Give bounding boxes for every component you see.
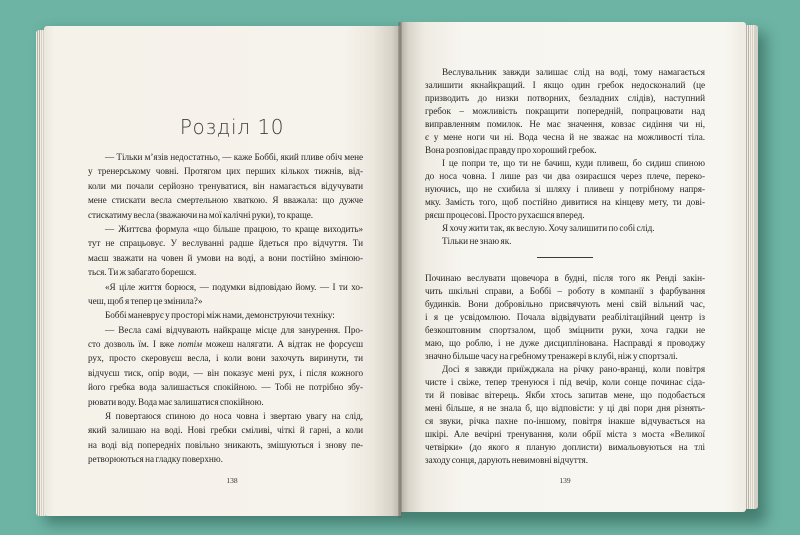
right-page-text bbox=[425, 66, 705, 467]
text-line: його гребка вода залишається спокійною. — Тобі не потрібно збу- bbox=[88, 382, 363, 393]
text-line: відчуєш тиск, опір води, — він показує мені рух, і після кожного bbox=[88, 367, 363, 378]
text-line: до носа човна. І лише раз чи два озираєшся через плече, переко- bbox=[425, 170, 705, 181]
text-line: ряєш процесові. Просто рухаєшся вперед. bbox=[425, 209, 585, 220]
text-line: ретворюються на гладку поверхню. bbox=[88, 454, 223, 465]
text-line: — Життєва формула «що більше працюю, то краще виходить» bbox=[105, 223, 363, 234]
paragraph bbox=[425, 272, 705, 363]
text-line: безкоштовним спортзалом, щоб зміцнити руки, хоча гадки не bbox=[425, 324, 705, 335]
left-page-text bbox=[88, 150, 363, 467]
paragraph bbox=[88, 409, 363, 467]
text-line: — Весла самі відчувають найкраще місце для занурення. Про- bbox=[105, 324, 363, 335]
text-line: який залишаю на воді. Нові гребки сміливі, чіткі й гарні, а коли bbox=[88, 425, 363, 436]
text-line: призводить до низки потворних, безладних слідів), наступний bbox=[425, 92, 705, 103]
text-segment: можеш налягати. А відтак не форсуєш bbox=[201, 339, 363, 350]
text-line: рювати воду. Вода має залишатися спокійною. bbox=[88, 396, 264, 407]
paragraph bbox=[425, 157, 705, 222]
text-line bbox=[88, 337, 363, 351]
text-line: чить шкільні справи, а Боббі – роботу в компанії з фарбування bbox=[425, 285, 705, 296]
text-line: чеш, щоб я тепер це змінила?» bbox=[88, 295, 203, 306]
text-line: Я повертаюся спиною до носа човна і звертаю увагу на слід, bbox=[105, 411, 363, 422]
paragraph bbox=[88, 323, 363, 409]
book-spine bbox=[398, 22, 402, 518]
text-line: Починаю веслувати щовечора в будні, після того як Ренді закін- bbox=[425, 272, 705, 283]
paragraph bbox=[88, 222, 363, 280]
text-line: «Я ціле життя борюся, — подумки відповідаю йому. — І ти хо- bbox=[105, 281, 363, 292]
text-line: мене стискати весла смертельною хваткою. Я вважала: що дужче bbox=[88, 195, 363, 206]
paragraph bbox=[425, 222, 705, 235]
text-line: будинків. Вони добровільно присвячують мені свій вільний час, bbox=[425, 298, 705, 309]
text-section bbox=[425, 66, 705, 248]
text-line: Я хочу жити так, як веслую. Хочу залишити по собі слід. bbox=[442, 222, 655, 233]
text-line: маю, що роблю, і не дуже дисциплінована. Насправді я проводжу bbox=[425, 337, 705, 348]
section-divider bbox=[425, 248, 705, 272]
text-line: маєш зважати на човен й умови на воді, а вони постійно змінюю- bbox=[88, 252, 363, 263]
right-page-number: 139 bbox=[559, 476, 571, 485]
divider-rule bbox=[537, 257, 593, 258]
text-line: Тільки не знаю як. bbox=[442, 235, 512, 246]
left-page-number: 138 bbox=[226, 476, 238, 485]
text-line: і я це усвідомлюю. Почала відвідувати реабілітаційний центр із bbox=[425, 311, 705, 322]
text-line: є у мене ноги чи ні. Вода чесна й не зважає на можливості тіла. bbox=[425, 131, 705, 142]
text-line: — Тільки м’язів недостатньо, — каже Боббі, який пливе обіч мене bbox=[105, 152, 363, 162]
paragraph bbox=[425, 235, 705, 248]
chapter-title: Розділ 10 bbox=[179, 115, 285, 139]
italic-text: потім bbox=[177, 339, 202, 350]
text-line: у тренерському човні. Протягом цих перших кількох тижнів, від- bbox=[88, 166, 363, 177]
text-line: залишити якнайкращий. І якщо один гребок недосконалий (це bbox=[425, 79, 705, 90]
text-line: Досі я завжди приїжджала на річку рано-вранці, коли повітря bbox=[442, 363, 705, 374]
text-line: четвірки» (до якого я планую доплисти) вимальовуються на тлі bbox=[425, 441, 705, 452]
paragraph bbox=[88, 280, 363, 309]
text-line: значно більше часу на гребному тренажері в клубі, ніж у спортзалі. bbox=[425, 350, 678, 361]
text-line: І це попри те, що ти не бачиш, куди пливеш, бо сидиш спиною bbox=[442, 157, 705, 168]
text-line: мку. Замість того, щоб постійно дивитися на кінцеву мету, ти дові- bbox=[425, 196, 705, 207]
text-line: ться. Ти ж забагато борешся. bbox=[88, 267, 197, 278]
paragraph bbox=[88, 150, 363, 222]
text-line: на воді від попередніх повільно зникають, змішуються і знову пе- bbox=[88, 439, 363, 450]
text-line: тут не спрацьовує. У веслуванні радше йдеться про відчуття. Ти bbox=[88, 238, 363, 249]
text-line: Веслувальник завжди залишає слід на воді, тому намагається bbox=[442, 66, 705, 77]
text-line: нуючись, що не схибила зі шляху і пливеш у потрібному напря- bbox=[425, 183, 705, 194]
paragraph bbox=[425, 66, 705, 157]
text-line: стискатиму весла (зважаючи на мої калічні руки), то краще. bbox=[88, 209, 313, 220]
text-line: мені більше, я не знала б, що відповісти: у ці дві пори дня різнять- bbox=[425, 402, 705, 413]
text-line: шкірі. Але вечірні тренування, коли обрії міста з моста «Великої bbox=[425, 428, 705, 439]
text-line: заходу сонця, дарують невимовні відчуття. bbox=[425, 454, 588, 465]
text-line: гребок – можливість покращити попередній, попрацювати над bbox=[425, 105, 705, 116]
text-segment: сто дозволь їм. І вже bbox=[88, 339, 178, 350]
page-edges-right bbox=[745, 25, 758, 509]
paragraph bbox=[88, 308, 363, 322]
text-section bbox=[425, 272, 705, 467]
text-line: виправленням помилок. Не має значення, ковзає сидіння чи ні, bbox=[425, 118, 705, 129]
text-line: Боббі маневрує у просторі між нами, демонструючи техніку: bbox=[105, 310, 335, 321]
paragraph bbox=[425, 363, 705, 467]
text-line: коли ми почали серйозно тренуватися, він намагається відучувати bbox=[88, 180, 363, 191]
text-line: ти й повіває вітерець. Якби хтось запитав мене, що подобається bbox=[425, 389, 705, 400]
text-line: рух, просто скеровуєш весла, і коли вони захочуть виринути, ти bbox=[88, 353, 363, 364]
text-line: чисте і свіже, тепер тренуюся і під вечір, коли сонце починає сіда- bbox=[425, 376, 705, 387]
text-line: ся звуки, річка пахне по-іншому, повітря інакше відчувається на bbox=[425, 415, 705, 426]
text-line: Вона розповідає правду про хороший гребок. bbox=[425, 144, 597, 155]
